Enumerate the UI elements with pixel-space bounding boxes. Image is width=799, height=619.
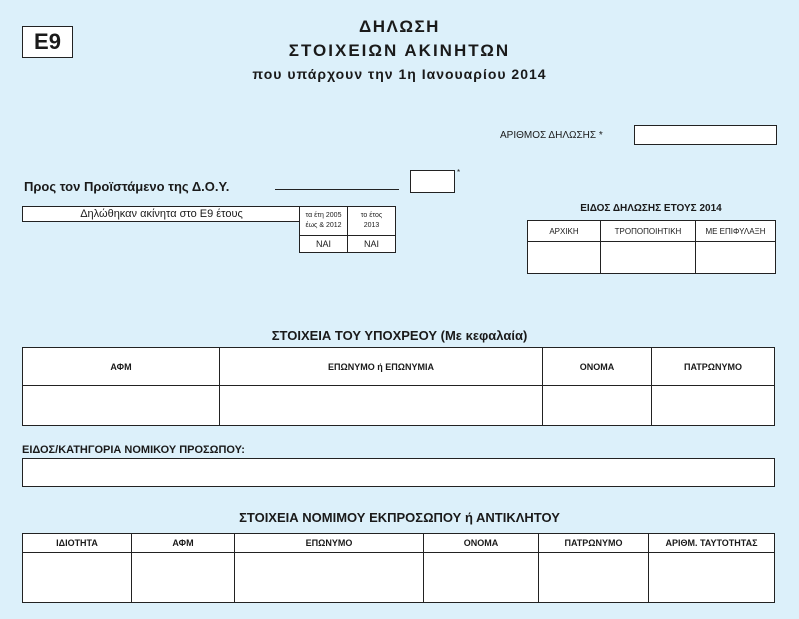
taxpayer-surname-header: ΕΠΩΝΥΜΟ ή ΕΠΩΝΥΜΙΑ [220,348,543,386]
rep-surname-header: ΕΠΩΝΥΜΟ [235,534,424,553]
rep-name-field[interactable] [424,553,539,603]
rep-surname-field[interactable] [235,553,424,603]
rep-afm-header: ΑΦΜ [132,534,235,553]
doy-code-field[interactable] [410,170,455,193]
prior-2013-yes[interactable]: ΝΑΙ [348,236,396,253]
declaration-type-table [527,220,776,274]
rep-name-header: ΟΝΟΜΑ [424,534,539,553]
taxpayer-afm-field[interactable] [23,386,220,426]
taxpayer-name-field[interactable] [543,386,652,426]
declaration-number-field[interactable] [634,125,777,145]
prior-2013-header: το έτος 2013 [348,207,396,236]
taxpayer-name-header: ΟΝΟΜΑ [543,348,652,386]
form-date-line: που υπάρχουν την 1η Ιανουαρίου 2014 [252,66,547,82]
doy-name-field[interactable] [275,189,399,190]
type-reservation-checkbox[interactable] [696,242,776,274]
type-reservation-header: ΜΕ ΕΠΙΦΥΛΑΞΗ [696,221,776,242]
rep-father-name-header: ΠΑΤΡΩΝΥΜΟ [539,534,649,553]
form-title: ΔΗΛΩΣΗ [359,17,440,36]
declaration-number-label: ΑΡΙΘΜΟΣ ΔΗΛΩΣΗΣ * [500,130,603,141]
legal-entity-field[interactable] [22,458,775,487]
representative-table [22,533,775,603]
taxpayer-afm-header: ΑΦΜ [23,348,220,386]
taxpayer-table [22,347,775,426]
taxpayer-surname-field[interactable] [220,386,543,426]
doy-required-marker: * [457,168,461,177]
form-subtitle: ΣΤΟΙΧΕΙΩΝ ΑΚΙΝΗΤΩΝ [288,41,511,60]
type-initial-header: ΑΡΧΙΚΗ [528,221,601,242]
taxpayer-section-title: ΣΤΟΙΧΕΙΑ ΤΟΥ ΥΠΟΧΡΕΟΥ (Με κεφαλαία) [271,328,528,343]
rep-capacity-header: ΙΔΙΟΤΗΤΑ [23,534,132,553]
prior-declaration-label: Δηλώθηκαν ακίνητα στο Ε9 έτους [22,206,301,222]
prior-years-header: τα έτη 2005 έως & 2012 [300,207,348,236]
declaration-type-title: ΕΙΔΟΣ ΔΗΛΩΣΗΣ ΕΤΟΥΣ 2014 [580,203,722,214]
rep-capacity-field[interactable] [23,553,132,603]
rep-id-number-field[interactable] [649,553,775,603]
rep-id-number-header: ΑΡΙΘΜ. ΤΑΥΤΟΤΗΤΑΣ [649,534,775,553]
taxpayer-father-name-field[interactable] [652,386,775,426]
recipient-label: Προς τον Προϊστάμενο της Δ.Ο.Υ. [24,179,230,194]
legal-entity-label: ΕΙΔΟΣ/ΚΑΤΗΓΟΡΙΑ ΝΟΜΙΚΟΥ ΠΡΟΣΩΠΟΥ: [22,444,245,456]
rep-father-name-field[interactable] [539,553,649,603]
type-initial-checkbox[interactable] [528,242,601,274]
type-amending-header: ΤΡΟΠΟΠΟΙΗΤΙΚΗ [601,221,696,242]
representative-section-title: ΣΤΟΙΧΕΙΑ ΝΟΜΙΜΟΥ ΕΚΠΡΟΣΩΠΟΥ ή ΑΝΤΙΚΛΗΤΟΥ [239,510,560,525]
prior-declaration-table [299,206,396,253]
prior-years-yes[interactable]: ΝΑΙ [300,236,348,253]
taxpayer-father-name-header: ΠΑΤΡΩΝΥΜΟ [652,348,775,386]
form-code: E9 [22,26,73,58]
rep-afm-field[interactable] [132,553,235,603]
type-amending-checkbox[interactable] [601,242,696,274]
